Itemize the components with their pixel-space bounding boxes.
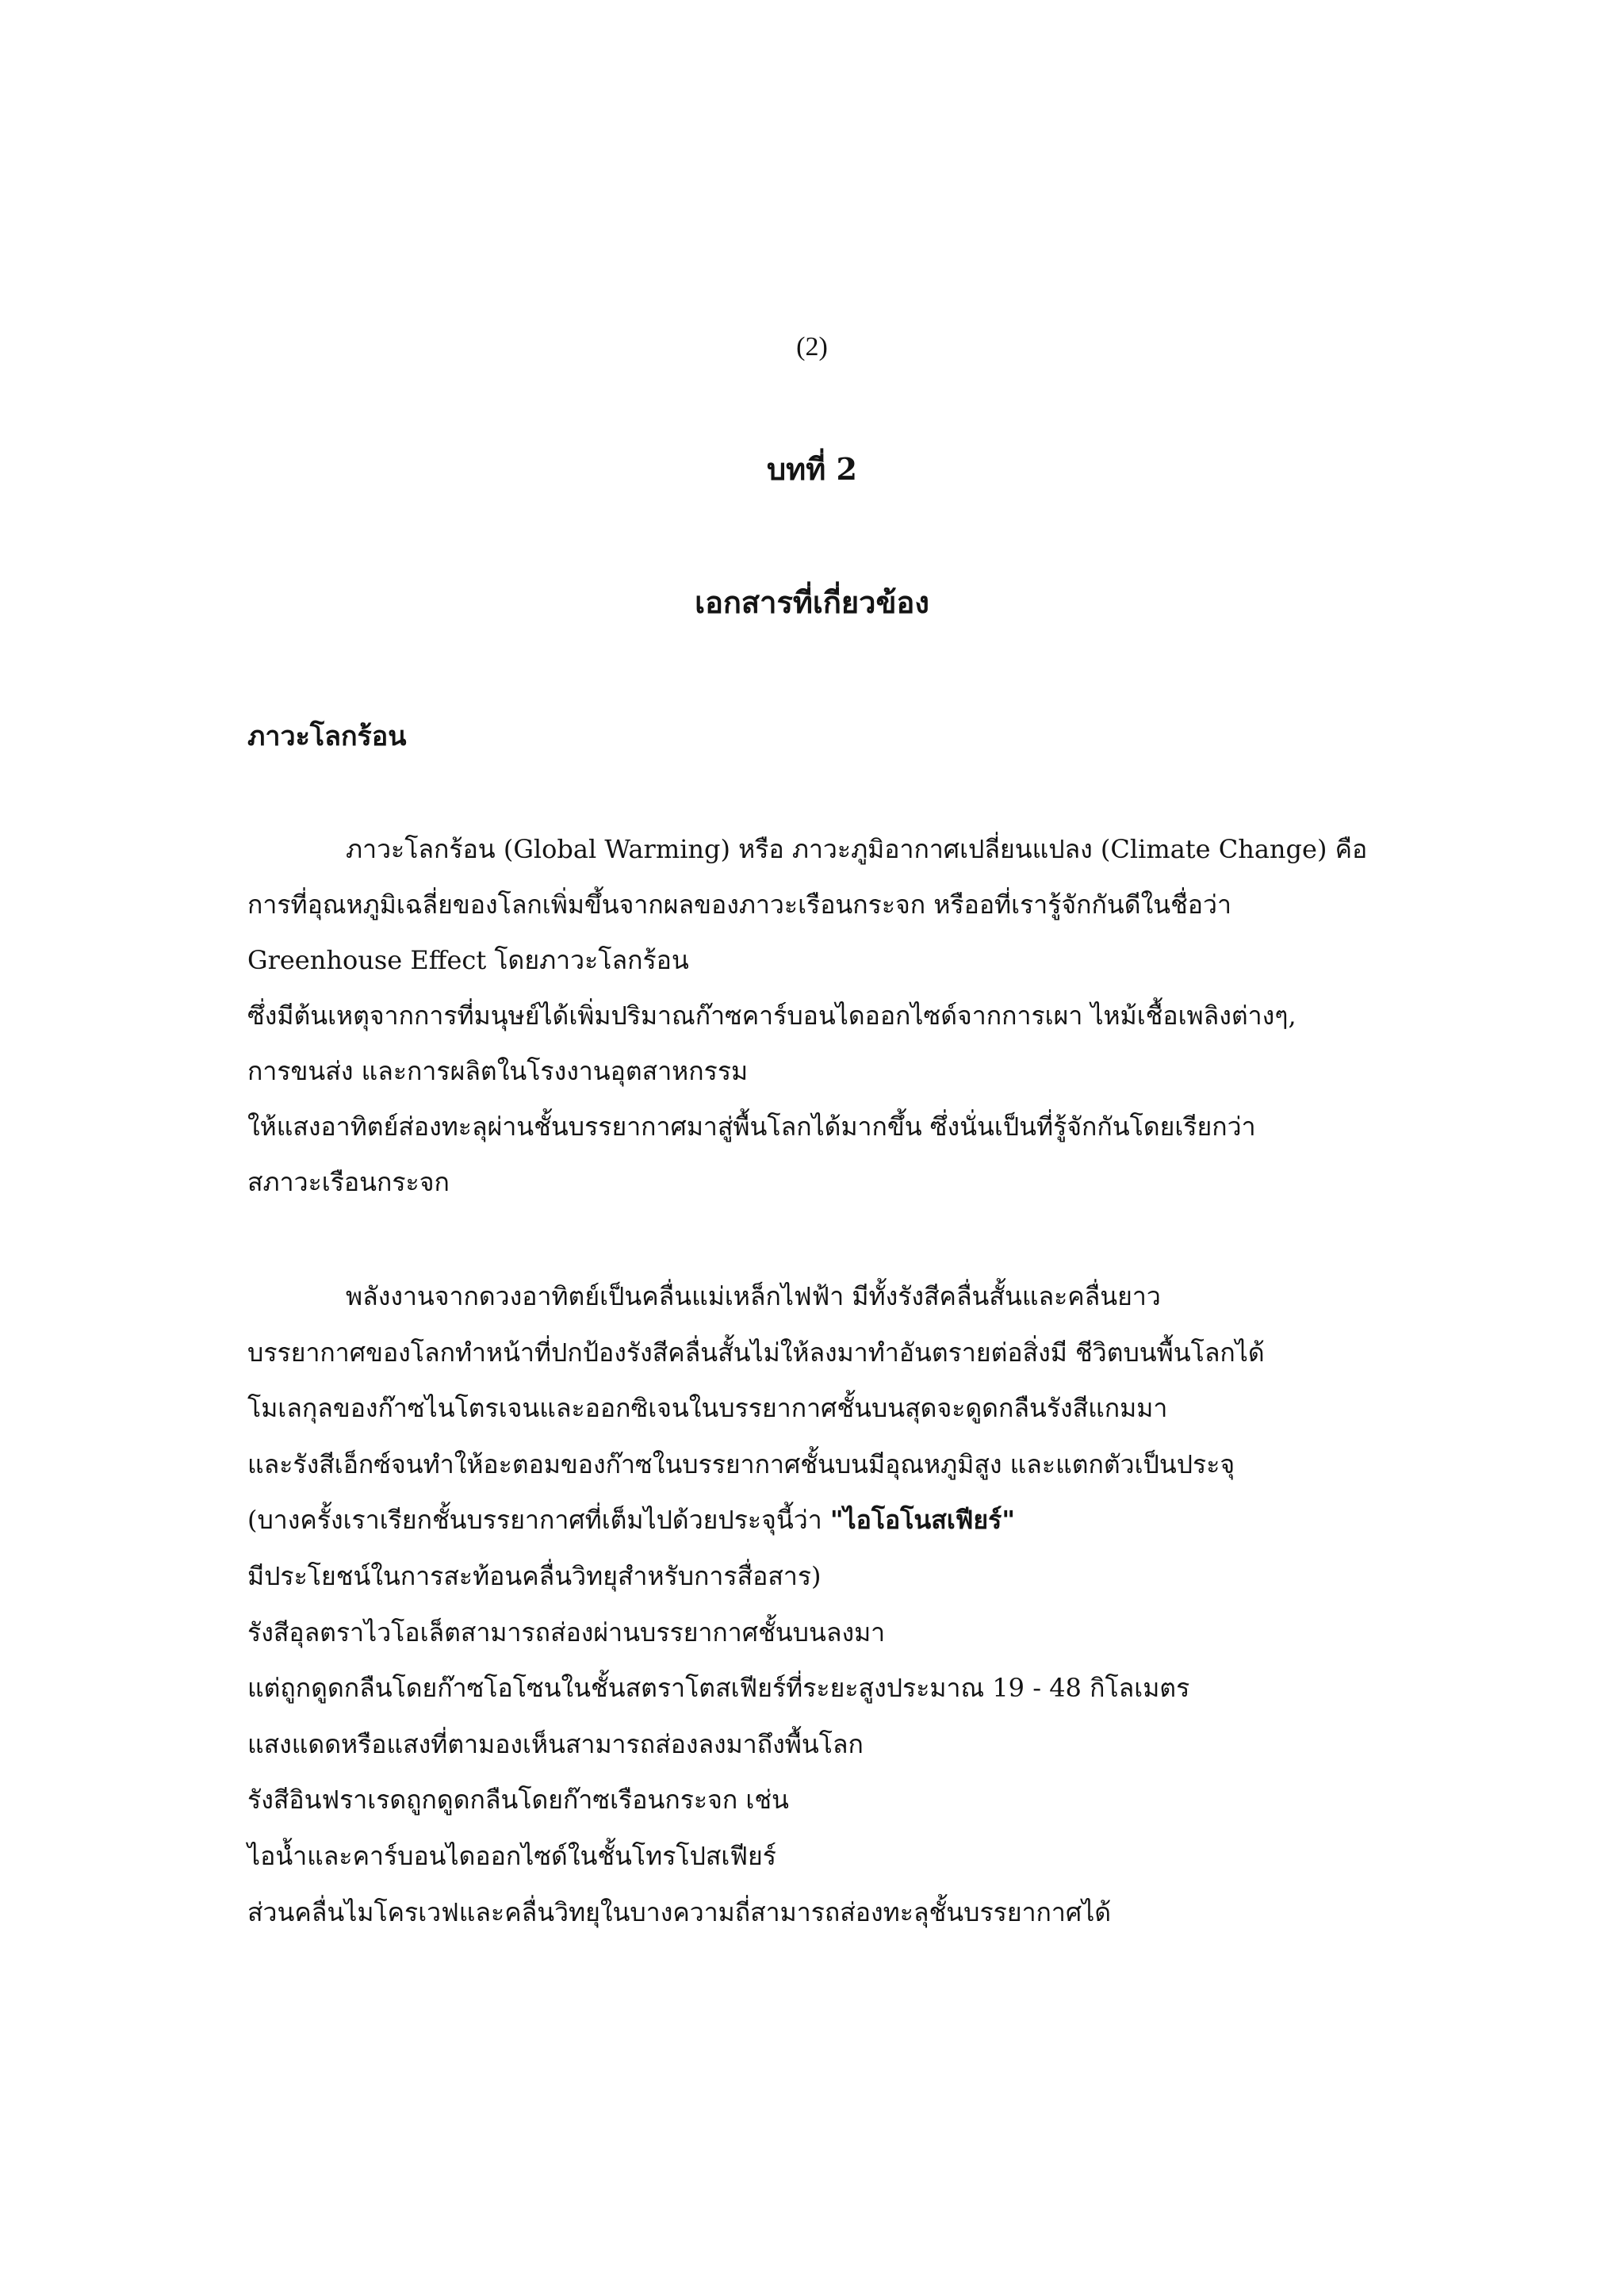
paragraph-line: พลังงานจากดวงอาทิตย์เป็นคลื่นแม่เหล็กไฟฟ้า มีทั้งรังสีคลื่นสั้นและคลื่นยาว <box>346 1281 1161 1311</box>
paragraph-line: แสงแดดหรือแสงที่ตามองเห็นสามารถส่องลงมาถึงพื้นโลก <box>247 1728 864 1759</box>
paragraph-line: มีประโยชน์ในการสะท้อนคลื่นวิทยุสำหรับการสื่อสาร) <box>247 1560 822 1591</box>
paragraph-line: แต่ถูกดูดกลืนโดยก๊าซโอโซนในชั้นสตราโตสเฟียร์ที่ระยะสูงประมาณ 19 - 48 กิโลเมตร <box>247 1673 1190 1704</box>
chapter-label: บทที่ 2 <box>767 451 857 487</box>
paragraph-line: และรังสีเอ็กซ์จนทำให้อะตอมของก๊าซในบรรยากาศชั้นบนมีอุณหภูมิสูง และแตกตัวเป็นประจุ <box>247 1448 1235 1479</box>
paragraph-solar-radiation <box>247 1269 1389 1940</box>
paragraph-line: ไอน้ำและคาร์บอนไดออกไซด์ในชั้นโทรโปสเฟียร์ <box>247 1840 776 1871</box>
paragraph-global-warming-definition <box>247 821 1389 1210</box>
paragraph-line: รังสีอุลตราไวโอเล็ตสามารถส่องผ่านบรรยากาศชั้นบนลงมา <box>247 1617 886 1647</box>
section-heading: ภาวะโลกร้อน <box>247 721 407 752</box>
paragraph-line: ให้แสงอาทิตย์ส่องทะลุผ่านชั้นบรรยากาศมาสู่พื้นโลกได้มากขึ้น ซึ่งนั่นเป็นที่รู้จักกันโดยเรียกว่า <box>247 1112 1256 1142</box>
paragraph-line: การที่อุณหภูมิเฉลี่ยของโลกเพิ่มขึ้นจากผลของภาวะเรือนกระจก หรืออที่เรารู้จักกันดีในชื่อว่า <box>247 890 1231 920</box>
paragraph-line: สภาวะเรือนกระจก <box>247 1167 450 1197</box>
ionosphere-term: "ไอโอโนสเฟียร์" <box>829 1505 1016 1536</box>
paragraph-line: การขนส่ง และการผลิตในโรงงานอุตสาหกรรม <box>247 1056 749 1086</box>
paragraph-line: รังสีอินฟราเรดถูกดูดกลืนโดยก๊าซเรือนกระจก เช่น <box>247 1785 789 1816</box>
paragraph-line: โมเลกุลของก๊าซไนโตรเจนและออกซิเจนในบรรยากาศชั้นบนสุดจะดูดกลืนรังสีแกมมา <box>247 1393 1168 1424</box>
paragraph-line: ซึ่งมีต้นเหตุจากการที่มนุษย์ได้เพิ่มปริมาณก๊าซคาร์บอนไดออกไซด์จากการเผา ไหม้เชื้อเพลิงต่างๆ, <box>247 1001 1297 1031</box>
paragraph-line: ภาวะโลกร้อน (Global Warming) หรือ ภาวะภูมิอากาศเปลี่ยนแปลง (Climate Change) คือ <box>346 834 1368 864</box>
paragraph-line: Greenhouse Effect โดยภาวะโลกร้อน <box>247 945 689 975</box>
page-number: (2) <box>796 332 828 362</box>
paragraph-line: บรรยากาศของโลกทำหน้าที่ปกป้องรังสีคลื่นสั้นไม่ให้ลงมาทำอันตรายต่อสิ่งมี ชีวิตบนพื้นโลกได้ <box>247 1337 1265 1368</box>
chapter-title: เอกสารที่เกี่ยวข้อง <box>695 584 929 620</box>
ionosphere-sentence-text: (บางครั้งเราเรียกชั้นบรรยากาศที่เต็มไปด้วยประจุนี้ว่า <box>247 1505 830 1536</box>
paragraph-line-ionosphere <box>247 1492 1389 1548</box>
paragraph-line: ส่วนคลื่นไมโครเวฟและคลื่นวิทยุในบางความถี่สามารถส่องทะลุชั้นบรรยากาศได้ <box>247 1896 1112 1927</box>
